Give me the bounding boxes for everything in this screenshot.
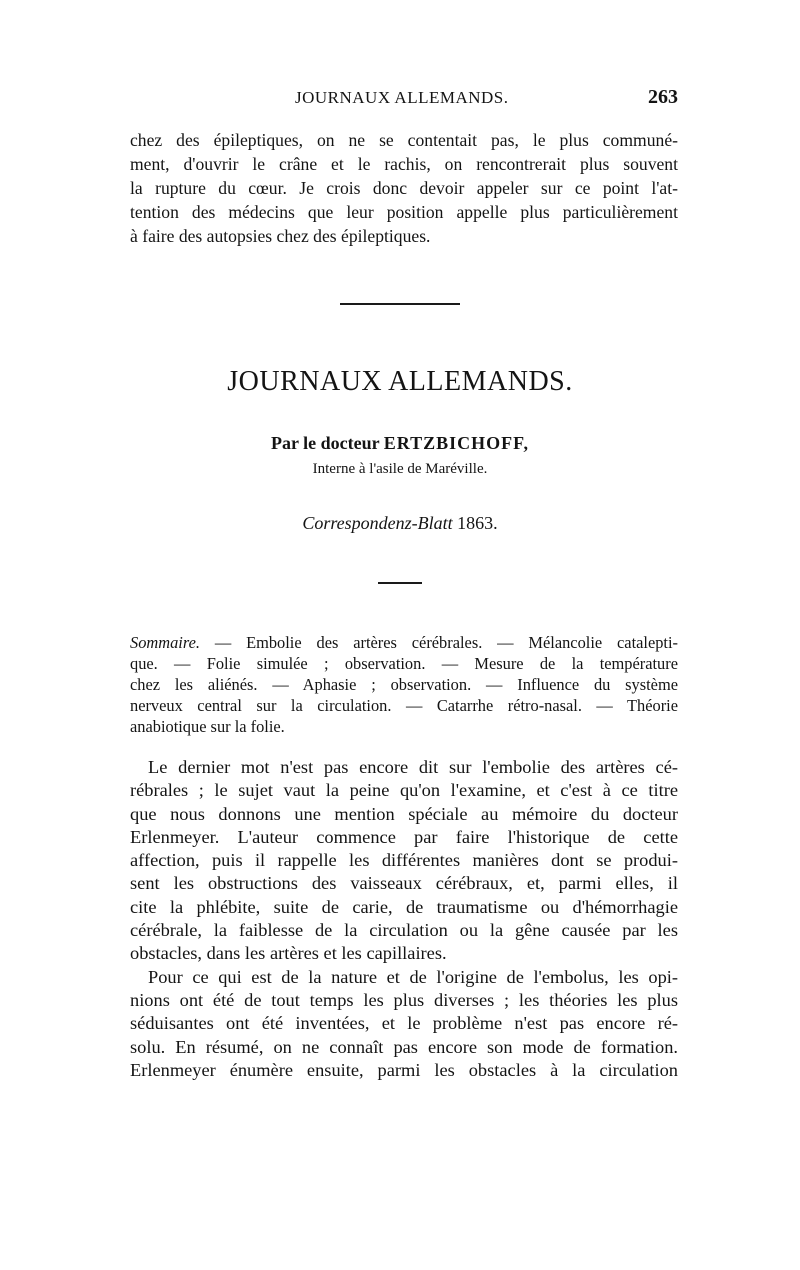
text-line: Le dernier mot n'est pas encore dit sur l'embolie des artères cé- [148,757,678,777]
text-line: sent les obstructions des vaisseaux cérébraux, et, parmi elles, il [130,873,678,894]
text-line: nerveux central sur la circulation. — Catarrhe rétro-nasal. — Théorie [130,696,678,715]
author-line [0,433,800,454]
page-number: 263 [648,86,678,108]
text-line: affection, puis il rappelle les différentes manières dont se produi- [130,850,678,871]
summary-block [130,632,678,737]
source-citation [0,513,800,534]
text-line: chez les aliénés. — Aphasie ; observation. — Influence du système [130,675,678,694]
text-line: chez des épileptiques, on ne se contentait pas, le plus communé- [130,130,678,150]
author-prefix: Par le docteur [270,433,380,453]
text-line: à faire des autopsies chez des épileptiques. [130,226,431,246]
text-line: obstacles, dans les artères et les capillaires. [130,943,447,964]
text-line: cite la phlébite, suite de carie, de traumatisme ou d'hémorrhagie [130,896,678,917]
text-line: cérébrale, la faiblesse de la circulation ou la gêne causée par les [130,920,678,941]
text-line [130,632,678,653]
running-title: JOURNAUX ALLEMANDS. [295,88,509,107]
summary-label: Sommaire. [130,633,200,652]
text-line: que. — Folie simulée ; observation. — Mesure de la température [130,654,678,673]
article-title: JOURNAUX ALLEMANDS. [227,366,573,397]
text-line: Erlenmeyer. L'auteur commence par faire l'historique de cette [130,826,678,847]
text-line: nions ont été de tout temps les plus diverses ; les théories les plus [130,989,678,1010]
short-divider [378,582,422,584]
text-line: solu. En résumé, on ne connaît pas encore son mode de formation. [130,1036,678,1057]
author-affiliation: Interne à l'asile de Maréville. [312,461,488,477]
body-text [130,756,678,1082]
text-line: anabiotique sur la folie. [130,717,285,736]
source-year: 1863. [457,513,498,533]
summary-first-line: — Embolie des artères cérébrales. — Mélancolie catalepti- [214,633,678,652]
text-line: Erlenmeyer énumère ensuite, parmi les obstacles à la circulation [130,1059,678,1080]
text-line: séduisantes ont été inventées, et le problème n'est pas encore ré- [130,1013,678,1034]
text-line: rébrales ; le sujet vaut la peine qu'on l'examine, et c'est à ce titre [130,780,678,801]
text-line: que nous donnons une mention spéciale au mémoire du docteur [130,803,678,824]
text-line: ment, d'ouvrir le crâne et le rachis, on rencontrerait plus souvent [130,154,678,174]
closing-paragraph [130,128,678,248]
author-name: ERTZBICHOFF, [383,433,530,453]
text-line: tention des médecins que leur position appelle plus particulièrement [130,202,678,222]
source-name: Correspondenz-Blatt [302,513,453,533]
running-header [130,88,678,112]
text-line: la rupture du cœur. Je crois donc devoir appeler sur ce point l'at- [130,178,678,198]
text-line: Pour ce qui est de la nature et de l'origine de l'embolus, les opi- [148,966,678,987]
section-divider [340,303,460,305]
